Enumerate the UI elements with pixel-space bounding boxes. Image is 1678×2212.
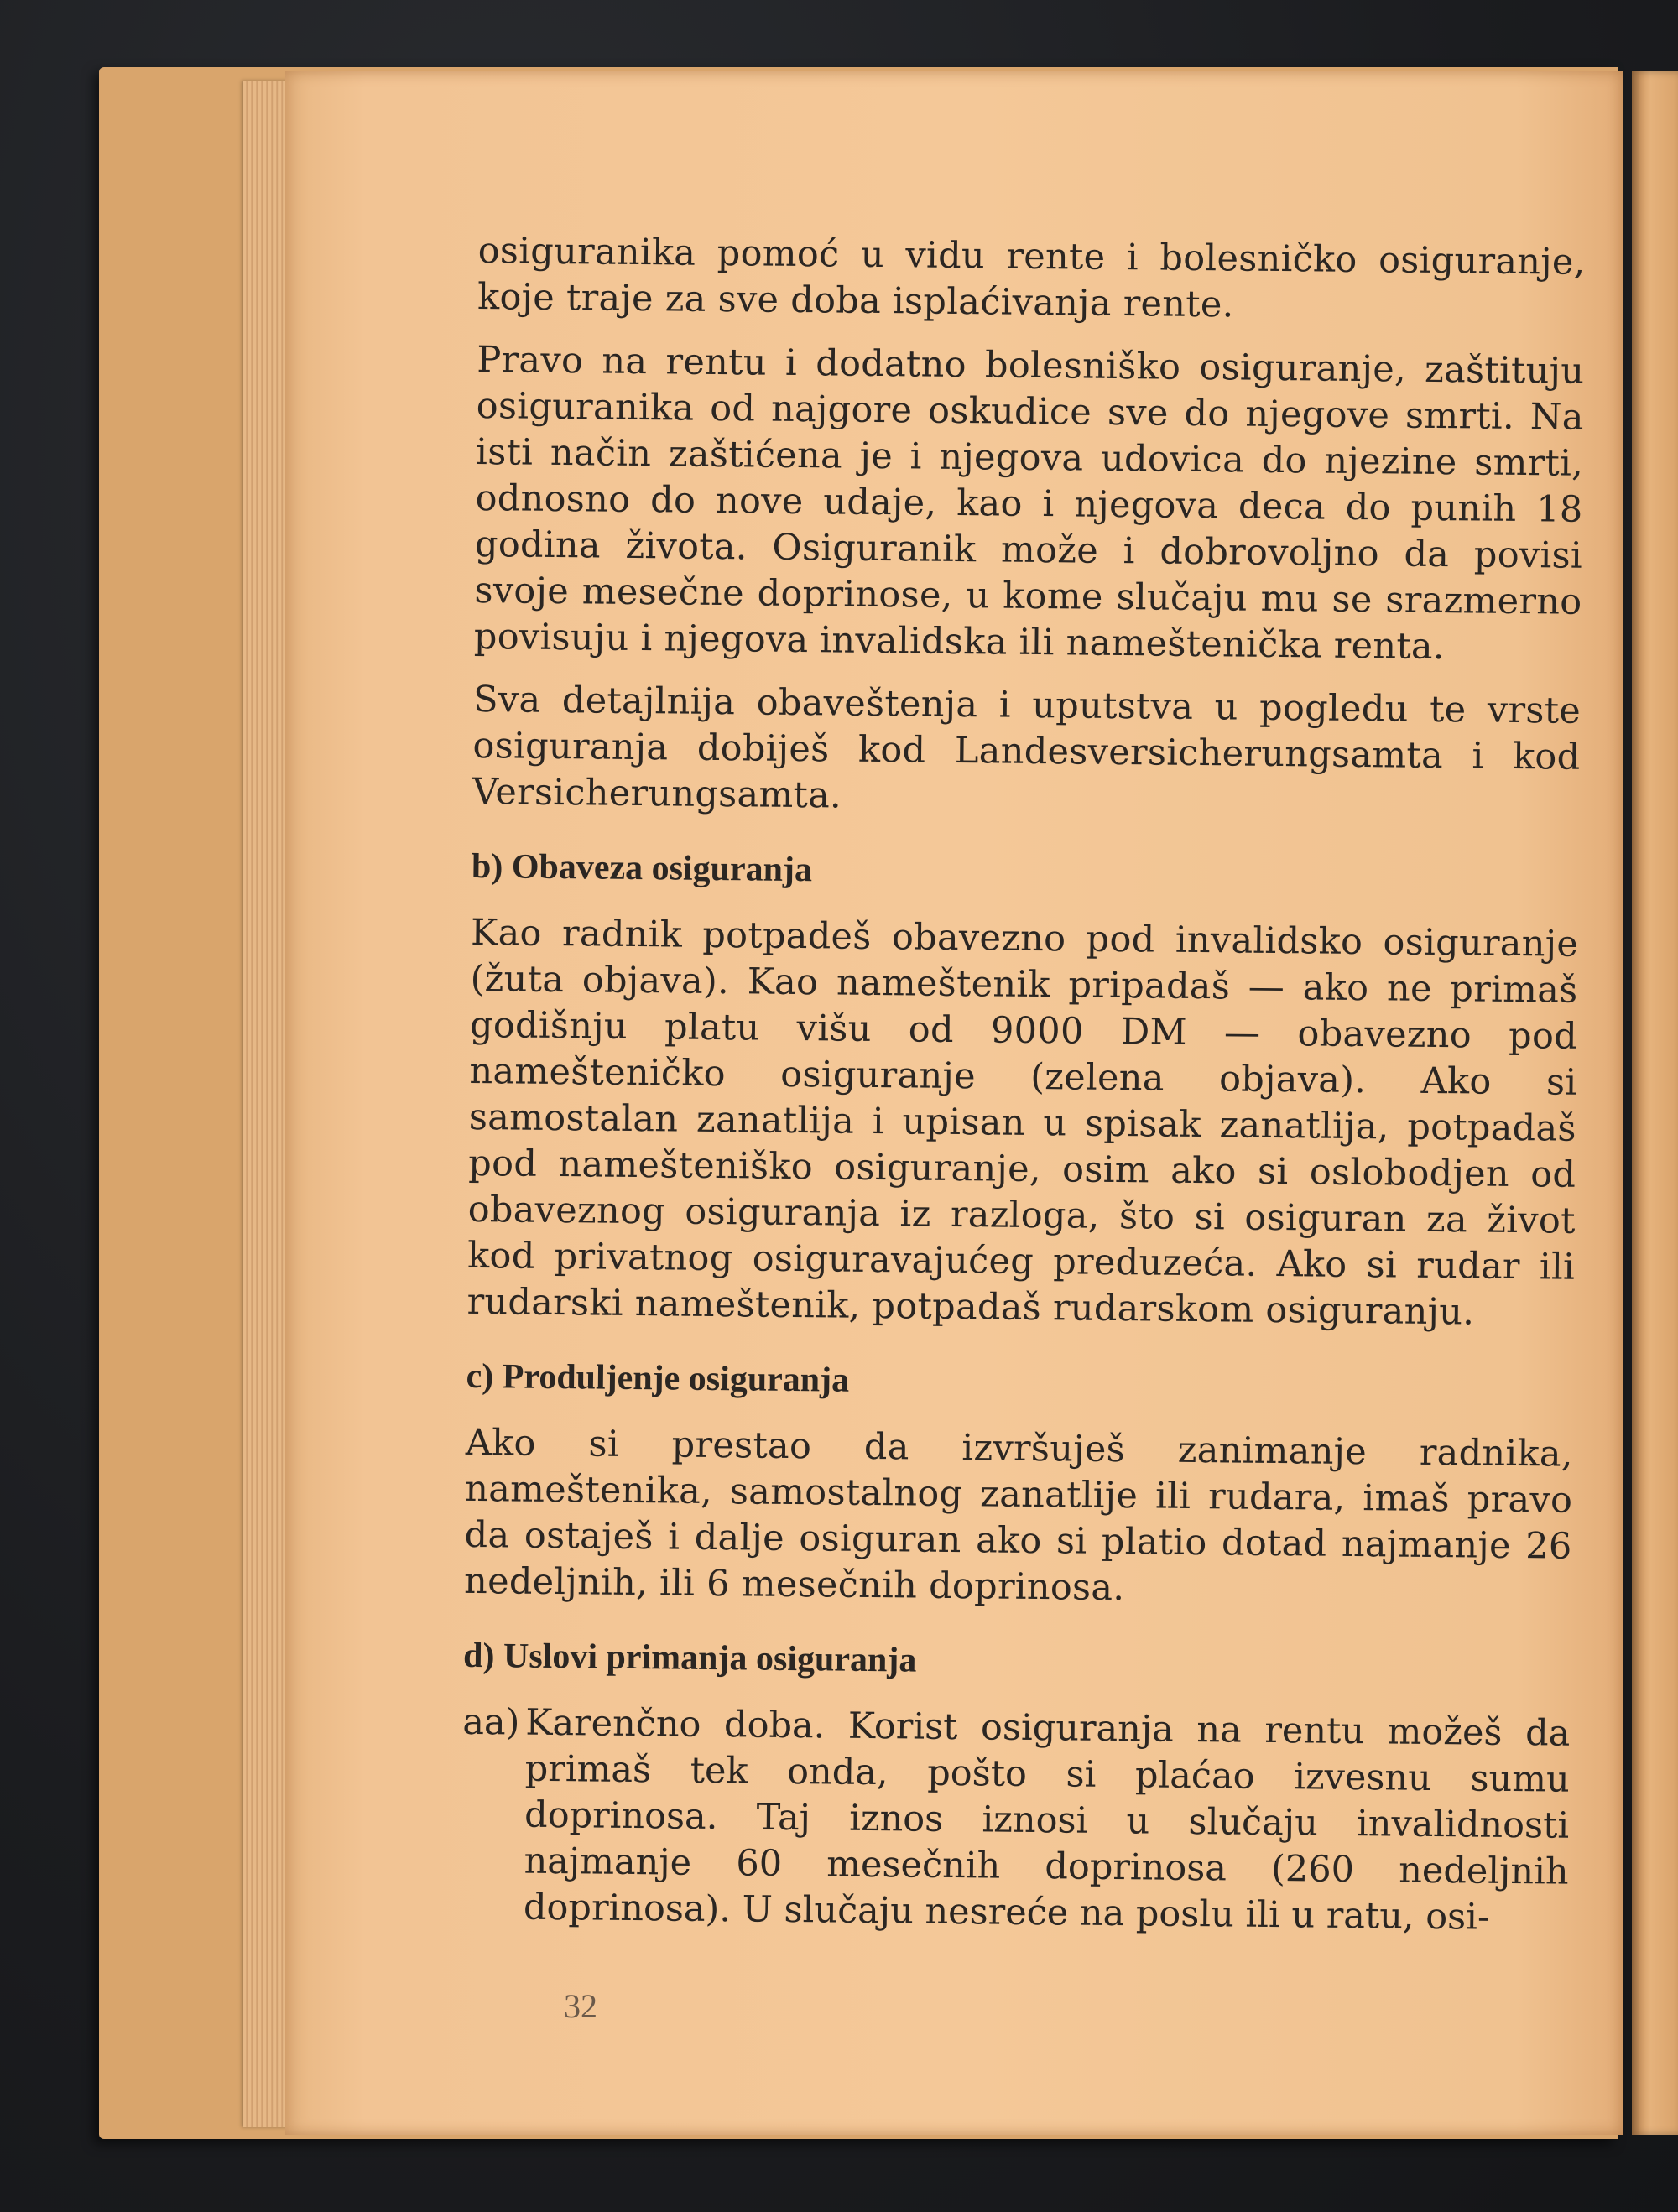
page-text — [461, 228, 1586, 1942]
section-heading: c) Produljenje osiguranja — [466, 1356, 850, 1400]
paragraph: Pravo na rentu i dodatno bolesniško osiguranje, zaštituju osiguranika od najgore oskudice sve do njegove smrti. Na isti način zaštićena je i njegova udovica do njezine smrti, odnosno do nove udaje, kao i njegova deca do punih 18 godina života. Osiguranik može i dobrovoljno da povisi svoje mesečne doprinose, u kome slučaju mu se srazmerno povisuju i njegova invalidska ili nameštenička renta. — [473, 338, 1585, 669]
facing-page-edge — [1632, 71, 1678, 2135]
paragraph: Sva detajlnija obaveštenja i uputstva u pogledu te vrste osiguranja dobiješ kod Landesversicherungsamta i kod Versicherungsamta. — [472, 678, 1582, 817]
paragraph: Kao radnik potpadeš obavezno pod invalidsko osiguranje (žuta objava). Kao nameštenik pripadaš — ako ne primaš godišnju platu višu od 9000 DM — obavezno pod namešteničko osiguranje (zelena objava). Ako si samostalan zanatlija i upisan u spisak zanatlija, potpadaš pod namešteniško osiguranje, osim ako si oslobodjen od obaveznog osiguranja iz razloga, što si osiguran za život kod privatnog osiguravajućeg preduzeća. Ako si rudar ili rudarski nameštenik, potpadaš rudarskom osiguranju. — [466, 911, 1579, 1334]
list-marker: aa) — [462, 1700, 520, 1744]
page-number: 32 — [564, 1987, 597, 2025]
section-heading: b) Obaveza osiguranja — [471, 846, 813, 890]
section-heading: d) Uslovi primanja osiguranja — [462, 1636, 917, 1680]
paragraph: Ako si prestao da izvršuješ zanimanje radnika, nameštenika, samostalnog zanatlije ili rudara, imaš pravo da ostaješ i dalje osiguran ako si platio dotad najmanje 26 nedeljnih, ili 6 mesečnih doprinosa. — [463, 1421, 1574, 1610]
paragraph: osiguranika pomoć u vidu rente i bolesničko osiguranje, koje traje za sve doba isplaćivanja rente. — [477, 229, 1586, 326]
list-item — [461, 1699, 1571, 1942]
list-item-text: Karenčno doba. Korist osiguranja na rentu možeš da primaš tek onda, pošto si plaćao izvesnu sumu doprinosa. Taj iznos iznosi u slučaju invalidnosti najmanje 60 mesečnih doprinosa (260 nedeljnih doprinosa). U slučaju nesreće na poslu ili u ratu, osi- — [523, 1701, 1571, 1939]
